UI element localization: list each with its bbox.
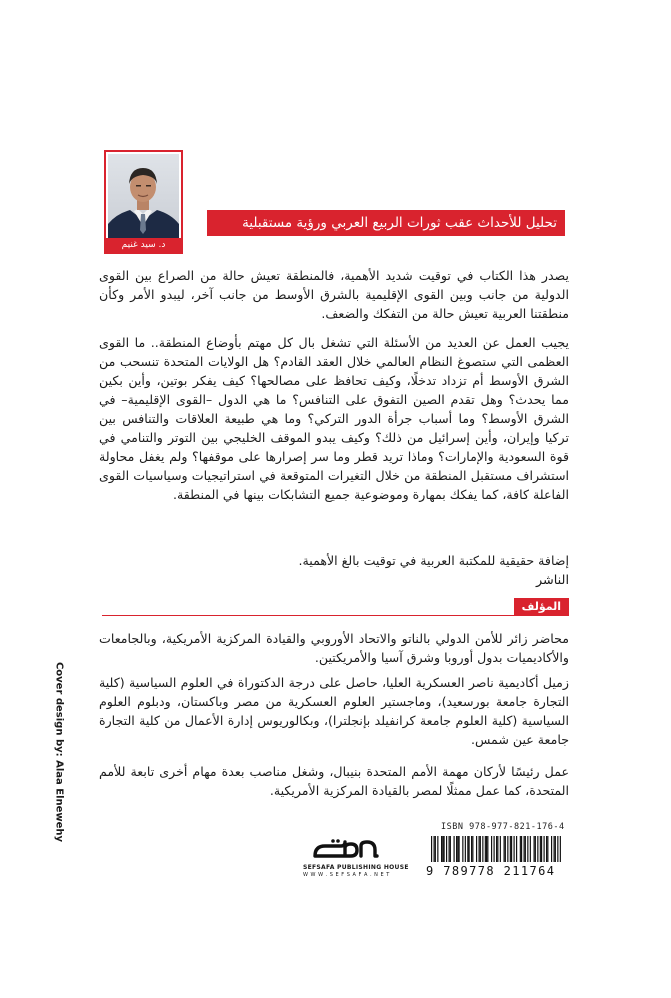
publisher-signoff: الناشر <box>536 573 569 588</box>
author-section-divider <box>102 598 569 616</box>
blurb-paragraph-2: يجيب العمل عن العديد من الأسئلة التي تشغل بال كل مهتم بأوضاع المنطقة.. ما القوى العظمى التي ستصوغ النظام العالمي خلال العقد القادم؟ هل الولايات المتحدة تنسحب من الشرق الأوسط أم تزداد تدخلًا، وكيف تحافظ على مصالحها؟ كيف يفكر بوتين، وأين بكين مما يحدث؟ وهل تقدم الصين التفوق على التنافس؟ ما هي الدول –القوى الإقليمية– في الشرق الأوسط؟ وما أسباب جرأة الدور التركي؟ وما هي طبيعة العلاقات والتنافس بين تركيا وإيران، وأين إسرائيل من ذلك؟ وكيف يبدو الموقف الخليجي بين التوتر والتنامي في قوة السعودية والإمارات؟ وماذا تريد قطر وما سر إصرارها على موقفها؟ ولم يغفل محاولة استشراف مستقبل المنطقة من خلال التغيرات المتوقعة في استراتيجيات وسياسيات القوى الفاعلة كافة، كما يفكك بمهارة وموضوعية جميع التشابكات بينها في المنطقة. <box>99 335 569 502</box>
barcode-digits: 9 789778 211764 <box>426 862 566 880</box>
isbn-label: ISBN 978-977-821-176-4 <box>441 822 565 832</box>
cover-credit <box>52 661 66 843</box>
blurb-paragraph-1: يصدر هذا الكتاب في توقيت شديد الأهمية، فالمنطقة تعيش حالة من الصراع بين القوى الدولية من جانب وبين القوى الإقليمية بالشرق الأوسط من جانب آخر، ليبدو الأمر وكأن منطقتنا العربية تعيش حالة من التفكك والضعف. <box>99 268 569 321</box>
publisher-url: W W W . S E F S A F A . N E T <box>303 872 390 878</box>
author-paragraph-1: محاضر زائر للأمن الدولي بالناتو والاتحاد الأوروبي والقيادة المركزية الأمريكية، وبالجامعات والأكاديميات بدول أوروبا وشرق آسيا والأمريكتين. <box>99 631 569 665</box>
author-paragraph-2: زميل أكاديمية ناصر العسكرية العليا، حاصل على درجة الدكتوراة في العلوم السياسية (كلية التجارة جامعة بورسعيد)، وماجستير العلوم العسكرية من مصر وباكستان، ودبلوم العلوم السياسية (كلية العلوم جامعة كرانفيلد بإنجلترا)، وبكالوريوس إدارة الأعمال من كلية التجارة جامعة عين شمس. <box>99 675 569 747</box>
author-section-label: المؤلف <box>514 598 569 615</box>
author-photo <box>108 154 179 240</box>
blurb-paragraph-3: إضافة حقيقية للمكتبة العربية في توقيت بالغ الأهمية. <box>298 553 569 568</box>
publisher-house-name: SEFSAFA PUBLISHING HOUSE <box>303 864 409 871</box>
author-paragraph-3: عمل رئيسًا لأركان مهمة الأمم المتحدة بنيبال، وشغل مناصب بعدة مهام أخرى تابعة للأمم المتحدة، كما عمل ممثلًا لمصر بالقيادة المركزية الأمريكية. <box>99 764 569 798</box>
subtitle-banner: تحليل للأحداث عقب ثورات الربيع العربي ورؤية مستقبلية <box>207 210 565 236</box>
cover-credit-text: Cover design by: Alaa Elnewehy <box>53 661 65 843</box>
publisher-logo-mark <box>311 838 381 862</box>
publisher-logo <box>303 838 409 880</box>
author-photo-frame <box>104 150 183 254</box>
author-name-tag: د. سيد غنيم <box>106 238 181 252</box>
